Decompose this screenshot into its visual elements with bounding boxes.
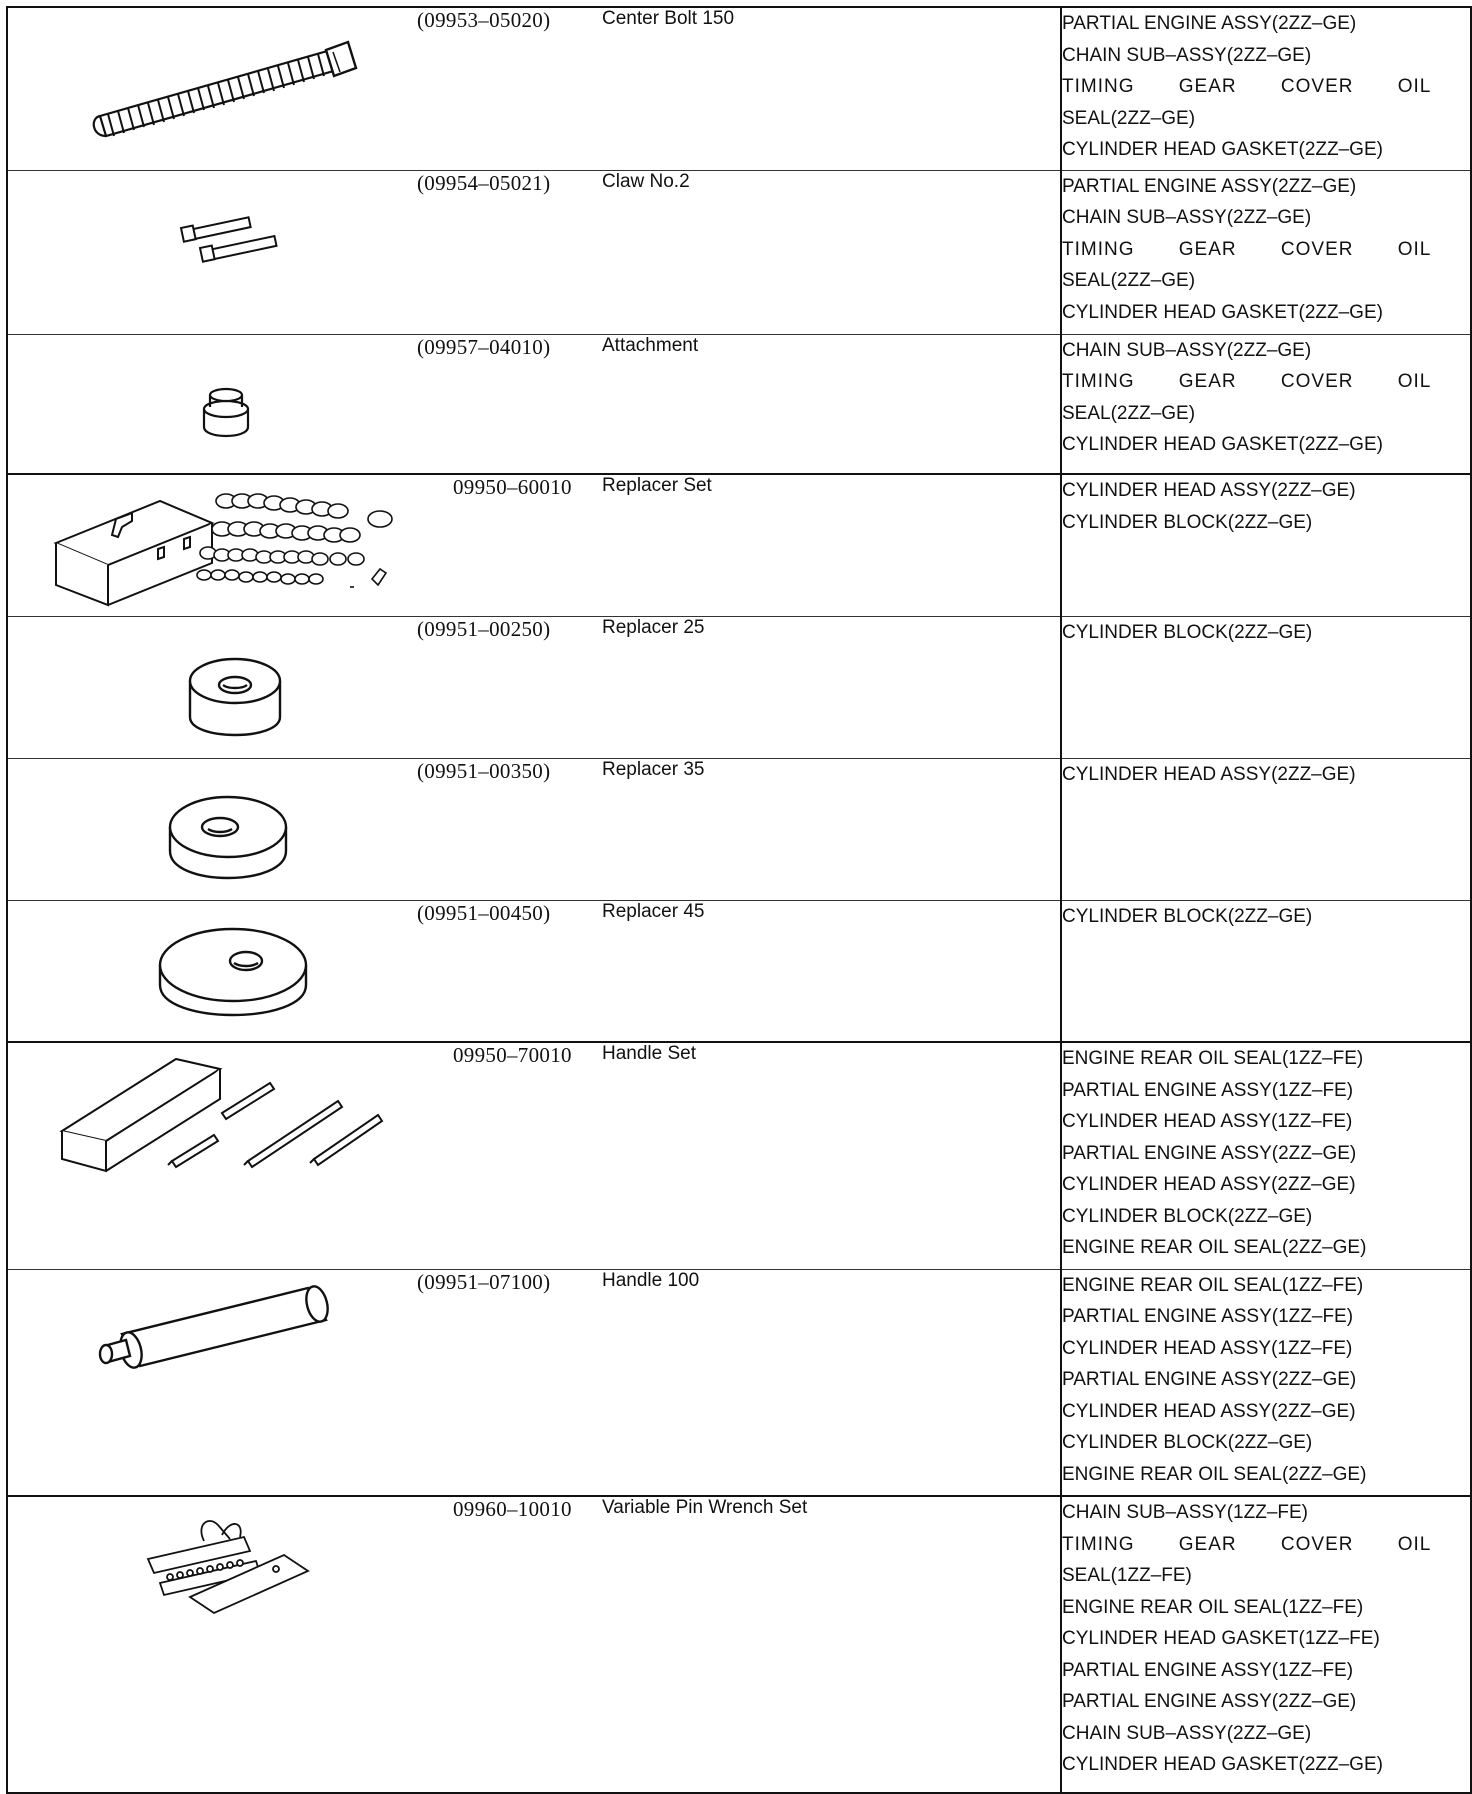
application-item: ENGINE REAR OIL SEAL(1ZZ–FE)	[1062, 1048, 1364, 1069]
application-item: CYLINDER HEAD ASSY(1ZZ–FE)	[1062, 1111, 1353, 1132]
application-item: CHAIN SUB–ASSY(2ZZ–GE)	[1062, 44, 1312, 66]
application-item: PARTIAL ENGINE ASSY(2ZZ–GE)	[1062, 1691, 1357, 1712]
tool-name: Center Bolt 150	[602, 8, 735, 29]
application-item: PARTIAL ENGINE ASSY(2ZZ–GE)	[1062, 1142, 1357, 1164]
table-row	[7, 474, 1471, 616]
application-item: TIMING GEAR COVER OIL	[1062, 76, 1432, 97]
tool-name: Handle Set	[602, 1042, 1061, 1269]
illustration-cell	[7, 1269, 417, 1496]
application-item: ENGINE REAR OIL SEAL(2ZZ–GE)	[1062, 1237, 1367, 1258]
replacer-45-icon	[8, 901, 418, 1043]
application-item: SEAL(1ZZ–FE)	[1062, 1565, 1192, 1586]
application-item: CYLINDER HEAD ASSY(2ZZ–GE)	[1062, 480, 1356, 501]
illustration-cell	[7, 334, 417, 474]
application-item: ENGINE REAR OIL SEAL(1ZZ–FE)	[1062, 1274, 1364, 1296]
replacer-35-icon	[8, 759, 418, 901]
handle-100-icon	[8, 1270, 418, 1497]
part-number: (09953–05020)	[417, 8, 551, 32]
application-item: CYLINDER BLOCK(2ZZ–GE)	[1062, 1205, 1313, 1227]
illustration-cell	[7, 474, 417, 616]
part-number: 09950–70010	[417, 1042, 602, 1269]
part-number: 09950–60010	[417, 474, 602, 616]
application-item: CYLINDER BLOCK(2ZZ–GE)	[1062, 511, 1313, 533]
application-item: SEAL(2ZZ–GE)	[1062, 107, 1196, 129]
application-item: PARTIAL ENGINE ASSY(1ZZ–FE)	[1062, 1306, 1354, 1327]
table-row	[7, 334, 1471, 474]
part-number: (09951–00450)	[417, 900, 602, 1042]
application-item: CYLINDER HEAD ASSY(1ZZ–FE)	[1062, 1337, 1353, 1359]
application-item: CHAIN SUB–ASSY(1ZZ–FE)	[1062, 1502, 1308, 1523]
application-item: ENGINE REAR OIL SEAL(2ZZ–GE)	[1062, 1463, 1367, 1485]
table-row	[7, 758, 1471, 900]
application-item: CYLINDER HEAD GASKET(2ZZ–GE)	[1062, 301, 1383, 323]
application-cell	[1061, 616, 1471, 758]
part-number: (09954–05021)	[417, 170, 602, 334]
replacer-set-icon	[8, 475, 418, 617]
table-row	[7, 170, 1471, 334]
application-cell	[1061, 7, 1471, 170]
application-cell	[1061, 1042, 1471, 1269]
tool-name: Attachment	[602, 334, 1061, 474]
part-number: 09960–10010	[417, 1496, 602, 1793]
application-item: CYLINDER HEAD ASSY(2ZZ–GE)	[1062, 1400, 1356, 1422]
application-item: SEAL(2ZZ–GE)	[1062, 402, 1196, 424]
tool-name: Replacer 35	[602, 758, 1061, 900]
application-cell	[1061, 1269, 1471, 1496]
replacer-25-icon	[8, 617, 418, 759]
application-item: TIMING GEAR COVER OIL	[1062, 238, 1432, 260]
application-item: CYLINDER HEAD ASSY(2ZZ–GE)	[1062, 1174, 1356, 1195]
tool-name: Replacer 45	[602, 900, 1061, 1042]
illustration-cell	[7, 170, 417, 334]
table-row	[7, 1269, 1471, 1496]
application-item: CYLINDER HEAD ASSY(2ZZ–GE)	[1062, 763, 1356, 785]
table-row	[7, 1042, 1471, 1269]
application-item: CYLINDER BLOCK(2ZZ–GE)	[1062, 905, 1313, 927]
application-item: SEAL(2ZZ–GE)	[1062, 270, 1196, 291]
pin-wrench-set-icon	[8, 1497, 418, 1794]
tool-name: Variable Pin Wrench Set	[602, 1496, 1061, 1793]
application-cell	[1061, 170, 1471, 334]
illustration-cell	[7, 1042, 417, 1269]
application-item: CYLINDER HEAD GASKET(2ZZ–GE)	[1062, 139, 1383, 160]
table-row	[7, 616, 1471, 758]
part-number: (09951–00350)	[417, 758, 602, 900]
illustration-cell	[7, 616, 417, 758]
application-item: CHAIN SUB–ASSY(2ZZ–GE)	[1062, 207, 1312, 228]
application-item: PARTIAL ENGINE ASSY(2ZZ–GE)	[1062, 175, 1357, 197]
application-item: PARTIAL ENGINE ASSY(1ZZ–FE)	[1062, 1079, 1354, 1101]
application-item: PARTIAL ENGINE ASSY(2ZZ–GE)	[1062, 1369, 1357, 1390]
special-tools-table	[6, 6, 1472, 1794]
application-cell	[1061, 1496, 1471, 1793]
center-bolt-icon	[8, 8, 418, 171]
illustration-cell	[7, 900, 417, 1042]
application-item: CYLINDER HEAD GASKET(1ZZ–FE)	[1062, 1628, 1380, 1649]
application-item: PARTIAL ENGINE ASSY(2ZZ–GE)	[1062, 13, 1357, 34]
illustration-cell	[7, 1496, 417, 1793]
application-cell	[1061, 900, 1471, 1042]
illustration-cell	[7, 7, 417, 170]
application-cell	[1061, 334, 1471, 474]
claw-icon	[8, 171, 418, 335]
handle-set-icon	[8, 1043, 418, 1270]
tool-name: Replacer 25	[602, 616, 1061, 758]
application-item: TIMING GEAR COVER OIL	[1062, 1533, 1432, 1555]
illustration-cell	[7, 758, 417, 900]
part-number: (09957–04010)	[417, 334, 602, 474]
tool-name: Replacer Set	[602, 474, 1061, 616]
application-item: CYLINDER HEAD GASKET(2ZZ–GE)	[1062, 434, 1383, 455]
application-item: CYLINDER HEAD GASKET(2ZZ–GE)	[1062, 1754, 1383, 1775]
application-cell	[1061, 758, 1471, 900]
application-item: CHAIN SUB–ASSY(2ZZ–GE)	[1062, 1722, 1312, 1744]
table-row	[7, 7, 1471, 170]
part-number: (09951–00250)	[417, 616, 602, 758]
application-item: ENGINE REAR OIL SEAL(1ZZ–FE)	[1062, 1596, 1364, 1618]
part-number: (09951–07100)	[417, 1269, 602, 1496]
table-row	[7, 1496, 1471, 1793]
tool-name: Claw No.2	[602, 170, 1061, 334]
application-item: TIMING GEAR COVER OIL	[1062, 371, 1432, 392]
application-item: CYLINDER BLOCK(2ZZ–GE)	[1062, 621, 1313, 643]
application-item: CYLINDER BLOCK(2ZZ–GE)	[1062, 1432, 1313, 1453]
sst-table-page	[6, 6, 1470, 1786]
tool-name: Handle 100	[602, 1269, 1061, 1496]
application-cell	[1061, 474, 1471, 616]
application-item: PARTIAL ENGINE ASSY(1ZZ–FE)	[1062, 1659, 1354, 1681]
application-item: CHAIN SUB–ASSY(2ZZ–GE)	[1062, 339, 1312, 361]
table-row	[7, 900, 1471, 1042]
attachment-icon	[8, 335, 418, 475]
